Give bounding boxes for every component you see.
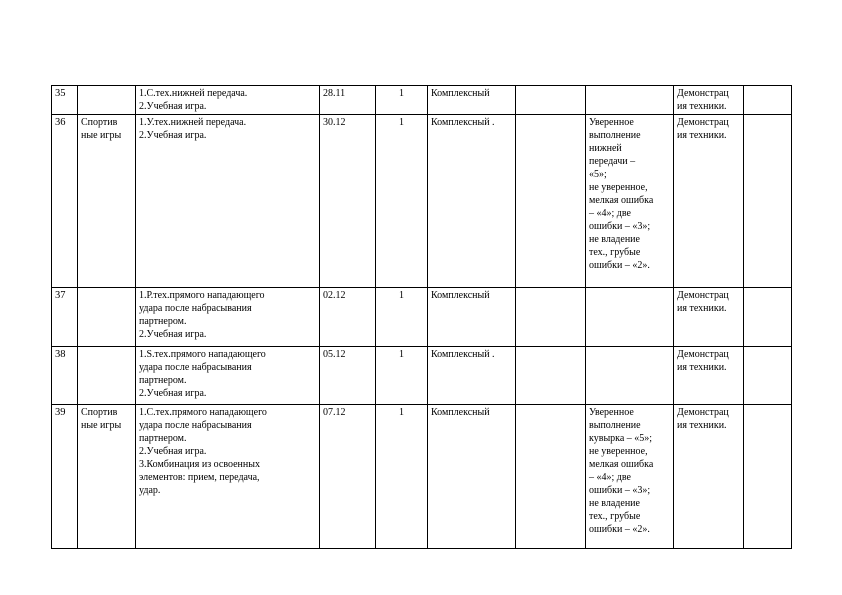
criteria-cell xyxy=(586,115,674,288)
content-line: удара после набрасывания xyxy=(139,420,252,431)
lesson-number: 37 xyxy=(55,290,66,301)
criteria-line: ошибки – «2». xyxy=(589,524,650,535)
lesson-number: 38 xyxy=(55,349,66,360)
empty-cell xyxy=(744,115,792,288)
lesson-type: Комплексный xyxy=(431,88,490,99)
lesson-number-cell xyxy=(52,115,78,288)
lesson-content-cell xyxy=(136,115,320,288)
empty-cell xyxy=(744,347,792,405)
content-line: 1.С.тех.прямого нападающего xyxy=(139,407,267,418)
method-line: ия техники. xyxy=(677,101,727,112)
content-line: 2.Учебная игра. xyxy=(139,101,207,112)
table-row xyxy=(52,347,792,405)
lesson-number-cell xyxy=(52,405,78,549)
content-line: 3.Комбинация из освоенных xyxy=(139,459,260,470)
empty-cell xyxy=(744,86,792,115)
criteria-line: – «4»; две xyxy=(589,472,631,483)
method-cell xyxy=(674,115,744,288)
criteria-line: не уверенное, xyxy=(589,446,648,457)
lesson-number-cell xyxy=(52,347,78,405)
method-line: ия техники. xyxy=(677,303,727,314)
lesson-hours: 1 xyxy=(399,349,404,360)
content-line: 1.Р.тех.прямого нападающего xyxy=(139,290,265,301)
method-line: ия техники. xyxy=(677,420,727,431)
criteria-line: ошибки – «2». xyxy=(589,260,650,271)
criteria-line: не владение xyxy=(589,498,640,509)
content-line: партнером. xyxy=(139,433,187,444)
lesson-date: 28.11 xyxy=(323,88,346,99)
date-cell xyxy=(320,347,376,405)
criteria-cell xyxy=(586,347,674,405)
date-cell xyxy=(320,115,376,288)
method-cell xyxy=(674,347,744,405)
content-line: 1.S.тех.прямого нападающего xyxy=(139,349,266,360)
content-line: 2.Учебная игра. xyxy=(139,130,207,141)
criteria-line: тех., грубые xyxy=(589,247,641,258)
content-line: 2.Учебная игра. xyxy=(139,388,207,399)
content-line: удара после набрасывания xyxy=(139,303,252,314)
section-line: ные игры xyxy=(81,420,122,431)
section-cell xyxy=(78,115,136,288)
criteria-line: Уверенное xyxy=(589,117,634,128)
method-line: ия техники. xyxy=(677,130,727,141)
criteria-line: Уверенное xyxy=(589,407,634,418)
content-line: партнером. xyxy=(139,316,187,327)
lesson-type-cell xyxy=(428,115,516,288)
criteria-line: тех., грубые xyxy=(589,511,641,522)
criteria-line: не уверенное, xyxy=(589,182,648,193)
lesson-content-cell xyxy=(136,86,320,115)
method-cell xyxy=(674,86,744,115)
lesson-hours: 1 xyxy=(399,407,404,418)
criteria-line: мелкая ошибка xyxy=(589,195,654,206)
section-line: ные игры xyxy=(81,130,122,141)
hours-cell xyxy=(376,86,428,115)
criteria-cell xyxy=(586,288,674,347)
table-row xyxy=(52,115,792,288)
section-line: Спортив xyxy=(81,407,118,418)
criteria-line: ошибки – «3»; xyxy=(589,221,651,232)
criteria-cell xyxy=(586,405,674,549)
lesson-hours: 1 xyxy=(399,290,404,301)
method-line: Демонстрац xyxy=(677,117,729,128)
lesson-number: 39 xyxy=(55,407,66,418)
lesson-type-cell xyxy=(428,288,516,347)
method-line: Демонстрац xyxy=(677,88,729,99)
criteria-cell xyxy=(586,86,674,115)
method-cell xyxy=(674,288,744,347)
content-line: элементов: прием, передача, xyxy=(139,472,260,483)
criteria-line: ошибки – «3»; xyxy=(589,485,651,496)
content-line: удар. xyxy=(139,485,161,496)
lesson-plan-table xyxy=(51,85,792,549)
section-cell xyxy=(78,347,136,405)
hours-cell xyxy=(376,288,428,347)
criteria-line: нижней xyxy=(589,143,622,154)
empty-cell xyxy=(744,288,792,347)
lesson-number: 36 xyxy=(55,117,66,128)
method-line: Демонстрац xyxy=(677,349,729,360)
section-cell xyxy=(78,405,136,549)
lesson-type: Комплексный xyxy=(431,290,490,301)
lesson-number-cell xyxy=(52,288,78,347)
lesson-hours: 1 xyxy=(399,117,404,128)
empty-cell xyxy=(516,347,586,405)
lesson-hours: 1 xyxy=(399,88,404,99)
lesson-content-cell xyxy=(136,347,320,405)
lesson-content-cell xyxy=(136,288,320,347)
hours-cell xyxy=(376,115,428,288)
method-line: Демонстрац xyxy=(677,407,729,418)
content-line: 2.Учебная игра. xyxy=(139,446,207,457)
content-line: удара после набрасывания xyxy=(139,362,252,373)
criteria-line: передачи – xyxy=(589,156,636,167)
table-row xyxy=(52,288,792,347)
lesson-number-cell xyxy=(52,86,78,115)
content-line: партнером. xyxy=(139,375,187,386)
table-row xyxy=(52,405,792,549)
date-cell xyxy=(320,86,376,115)
empty-cell xyxy=(516,86,586,115)
section-cell xyxy=(78,288,136,347)
criteria-line: выполнение xyxy=(589,420,641,431)
section-line: Спортив xyxy=(81,117,118,128)
lesson-type: Комплексный xyxy=(431,407,490,418)
criteria-line: не владение xyxy=(589,234,640,245)
section-cell xyxy=(78,86,136,115)
lesson-date: 07.12 xyxy=(323,407,346,418)
table-row xyxy=(52,86,792,115)
date-cell xyxy=(320,405,376,549)
criteria-line: «5»; xyxy=(589,169,607,180)
lesson-date: 05.12 xyxy=(323,349,346,360)
criteria-line: мелкая ошибка xyxy=(589,459,654,470)
hours-cell xyxy=(376,347,428,405)
date-cell xyxy=(320,288,376,347)
empty-cell xyxy=(516,288,586,347)
content-line: 2.Учебная игра. xyxy=(139,329,207,340)
empty-cell xyxy=(744,405,792,549)
method-line: Демонстрац xyxy=(677,290,729,301)
lesson-type-cell xyxy=(428,86,516,115)
method-line: ия техники. xyxy=(677,362,727,373)
method-cell xyxy=(674,405,744,549)
lesson-date: 02.12 xyxy=(323,290,346,301)
lesson-date: 30.12 xyxy=(323,117,346,128)
content-line: 1.У.тех.нижней передача. xyxy=(139,117,247,128)
empty-cell xyxy=(516,405,586,549)
criteria-line: кувырка – «5»; xyxy=(589,433,653,444)
empty-cell xyxy=(516,115,586,288)
hours-cell xyxy=(376,405,428,549)
lesson-type: Комплексный . xyxy=(431,349,495,360)
lesson-type: Комплексный . xyxy=(431,117,495,128)
criteria-line: выполнение xyxy=(589,130,641,141)
criteria-line: – «4»; две xyxy=(589,208,631,219)
lesson-number: 35 xyxy=(55,88,66,99)
lesson-content-cell xyxy=(136,405,320,549)
content-line: 1.С.тех.нижней передача. xyxy=(139,88,248,99)
lesson-type-cell xyxy=(428,405,516,549)
lesson-type-cell xyxy=(428,347,516,405)
